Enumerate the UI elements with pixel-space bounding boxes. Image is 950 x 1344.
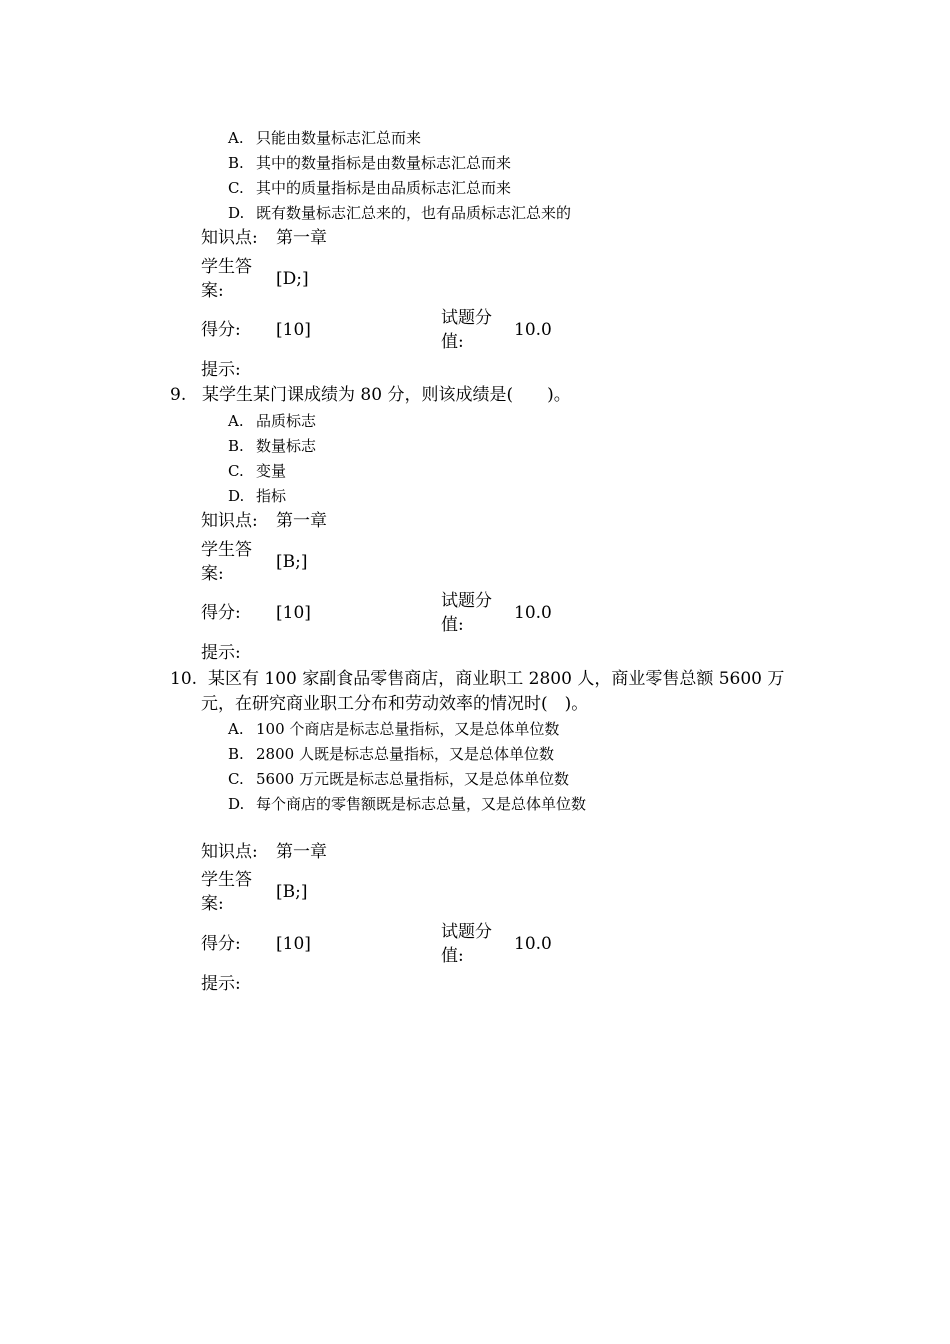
option-b: B. 数量标志 [228, 437, 317, 455]
hint-label: 提示: [201, 643, 241, 663]
hint-label: 提示: [201, 974, 241, 994]
option-a: A. 只能由数量标志汇总而来 [228, 129, 422, 147]
score-label: 得分: [201, 320, 241, 340]
option-a: A. 100 个商店是标志总量指标，又是总体单位数 [228, 720, 560, 738]
score-label: 得分: [201, 934, 241, 954]
question-number: 9. [170, 385, 187, 405]
answer-value: [B;] [276, 882, 308, 902]
answer-label: 学生答案: [201, 540, 252, 584]
question-number: 10. [170, 669, 198, 689]
option-b: B. 2800 人既是标志总量指标，又是总体单位数 [228, 745, 554, 763]
score-label: 得分: [201, 603, 241, 623]
question-text-line2: 元，在研究商业职工分布和劳动效率的情况时( )。 [201, 694, 589, 714]
points-label: 试题分值: [441, 591, 492, 635]
knowledge-label: 知识点: [201, 511, 258, 531]
score-value: [10] [276, 320, 311, 340]
points-value: 10.0 [514, 603, 552, 623]
answer-value: [D;] [276, 269, 309, 289]
option-c: C. 5600 万元既是标志总量指标，又是总体单位数 [228, 770, 569, 788]
option-d: D. 既有数量标志汇总来的，也有品质标志汇总来的 [228, 204, 572, 222]
points-value: 10.0 [514, 934, 552, 954]
answer-value: [B;] [276, 552, 308, 572]
knowledge-label: 知识点: [201, 842, 258, 862]
score-value: [10] [276, 603, 311, 623]
knowledge-value: 第一章 [276, 842, 327, 862]
knowledge-label: 知识点: [201, 228, 258, 248]
question-text-line1: 某区有 100 家副食品零售商店，商业职工 2800 人，商业零售总额 5600 万 [208, 669, 785, 689]
option-c: C. 其中的质量指标是由品质标志汇总而来 [228, 179, 512, 197]
option-b: B. 其中的数量指标是由数量标志汇总而来 [228, 154, 512, 172]
option-d: D. 指标 [228, 487, 287, 505]
answer-label: 学生答案: [201, 870, 252, 914]
points-value: 10.0 [514, 320, 552, 340]
points-label: 试题分值: [441, 922, 492, 966]
knowledge-value: 第一章 [276, 228, 327, 248]
score-value: [10] [276, 934, 311, 954]
knowledge-value: 第一章 [276, 511, 327, 531]
option-c: C. 变量 [228, 462, 287, 480]
answer-label: 学生答案: [201, 257, 252, 301]
option-d: D. 每个商店的零售额既是标志总量，又是总体单位数 [228, 795, 587, 813]
question-text: 某学生某门课成绩为 80 分，则该成绩是( )。 [202, 385, 571, 405]
option-a: A. 品质标志 [228, 412, 317, 430]
hint-label: 提示: [201, 360, 241, 380]
points-label: 试题分值: [441, 308, 492, 352]
